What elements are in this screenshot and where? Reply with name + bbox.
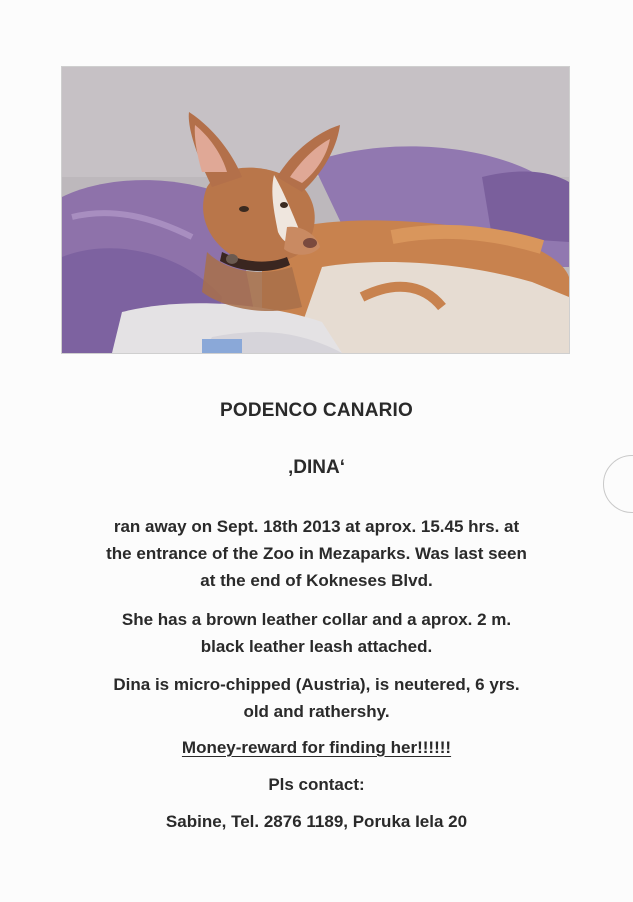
ran-away-line-1: ran away on Sept. 18th 2013 at aprox. 15.45 hrs. at [113,517,520,536]
dog-photo-illustration [62,67,569,353]
chip-line-2: old and rathershy. [243,702,390,721]
dog-photo [61,66,570,354]
ran-away-line-3: at the end of Kokneses Blvd. [200,571,433,590]
breed-heading: PODENCO CANARIO [219,400,413,421]
contact-label: Pls contact: [268,775,365,794]
chip-line-1: Dina is micro-chipped (Austria), is neutered, 6 yrs. [113,675,520,694]
ran-away-line-2: the entrance of the Zoo in Mezaparks. Was last seen [106,544,527,563]
collar-line-1: She has a brown leather collar and a aprox. 2 m. [121,610,512,629]
contact-details: Sabine, Tel. 2876 1189, Poruka Iela 20 [165,812,468,831]
reward-line: Money-reward for finding her!!!!!! [181,738,452,757]
collar-line-2: black leather leash attached. [200,637,433,656]
dog-name-heading: ‚DINA‘ [288,457,345,478]
